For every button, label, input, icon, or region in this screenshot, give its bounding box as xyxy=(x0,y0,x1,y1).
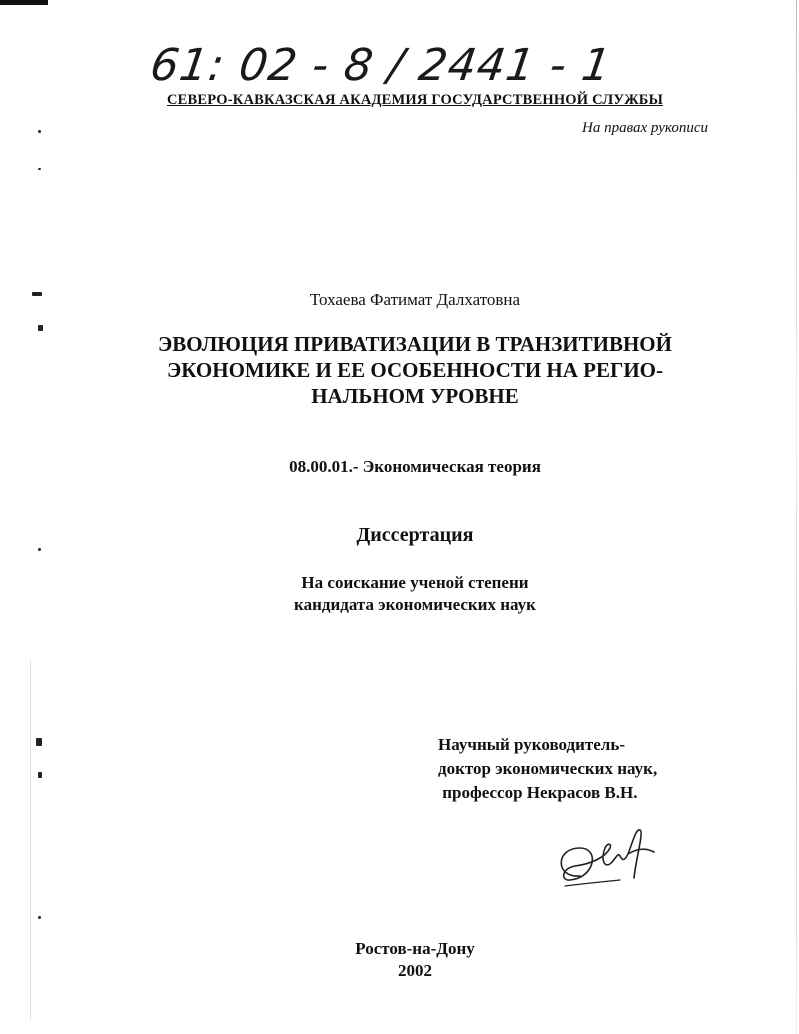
scan-corner-mark xyxy=(0,0,48,5)
supervisor-block xyxy=(438,733,738,805)
supervisor-signature-icon xyxy=(550,818,670,898)
year: 2002 xyxy=(398,961,432,980)
specialty-code: 08.00.01.- Экономическая теория xyxy=(289,457,541,476)
scan-right-edge xyxy=(796,0,797,1034)
degree-statement xyxy=(100,572,730,616)
dissertation-title xyxy=(100,331,730,409)
supervisor-line: профессор Некрасов В.Н. xyxy=(438,783,638,802)
author-name: Тохаева Фатимат Далхатовна xyxy=(309,290,521,309)
scan-speck xyxy=(38,548,41,551)
publication-place-year xyxy=(100,938,730,982)
scan-speck xyxy=(38,168,41,170)
scan-speck xyxy=(38,130,41,133)
supervisor-line: доктор экономических наук, xyxy=(438,759,658,778)
city: Ростов-на-Дону xyxy=(355,939,475,958)
supervisor-line: Научный руководитель- xyxy=(438,735,625,754)
title-line: ЭКОНОМИКЕ И ЕЕ ОСОБЕННОСТИ НА РЕГИО- xyxy=(166,358,664,382)
degree-line: На соискание ученой степени xyxy=(301,573,529,592)
title-line: НАЛЬНОМ УРОВНЕ xyxy=(311,384,519,408)
manuscript-rights-note: На правах рукописи xyxy=(582,120,708,136)
scan-speck xyxy=(38,772,42,778)
scan-speck xyxy=(32,292,42,296)
scan-speck xyxy=(36,738,42,746)
handwritten-archive-code: 61: 02 - 8 / 2441 - 1 xyxy=(147,40,615,91)
scan-left-edge xyxy=(30,660,31,1020)
scan-speck xyxy=(38,916,41,919)
degree-line: кандидата экономических наук xyxy=(294,595,536,614)
title-line: ЭВОЛЮЦИЯ ПРИВАТИЗАЦИИ В ТРАНЗИТИВНОЙ xyxy=(158,332,672,356)
scan-speck xyxy=(38,325,43,331)
academy-name: СЕВЕРО-КАВКАЗСКАЯ АКАДЕМИЯ ГОСУДАРСТВЕННОЙ СЛУЖБЫ xyxy=(166,92,664,108)
document-type: Диссертация xyxy=(356,524,474,546)
